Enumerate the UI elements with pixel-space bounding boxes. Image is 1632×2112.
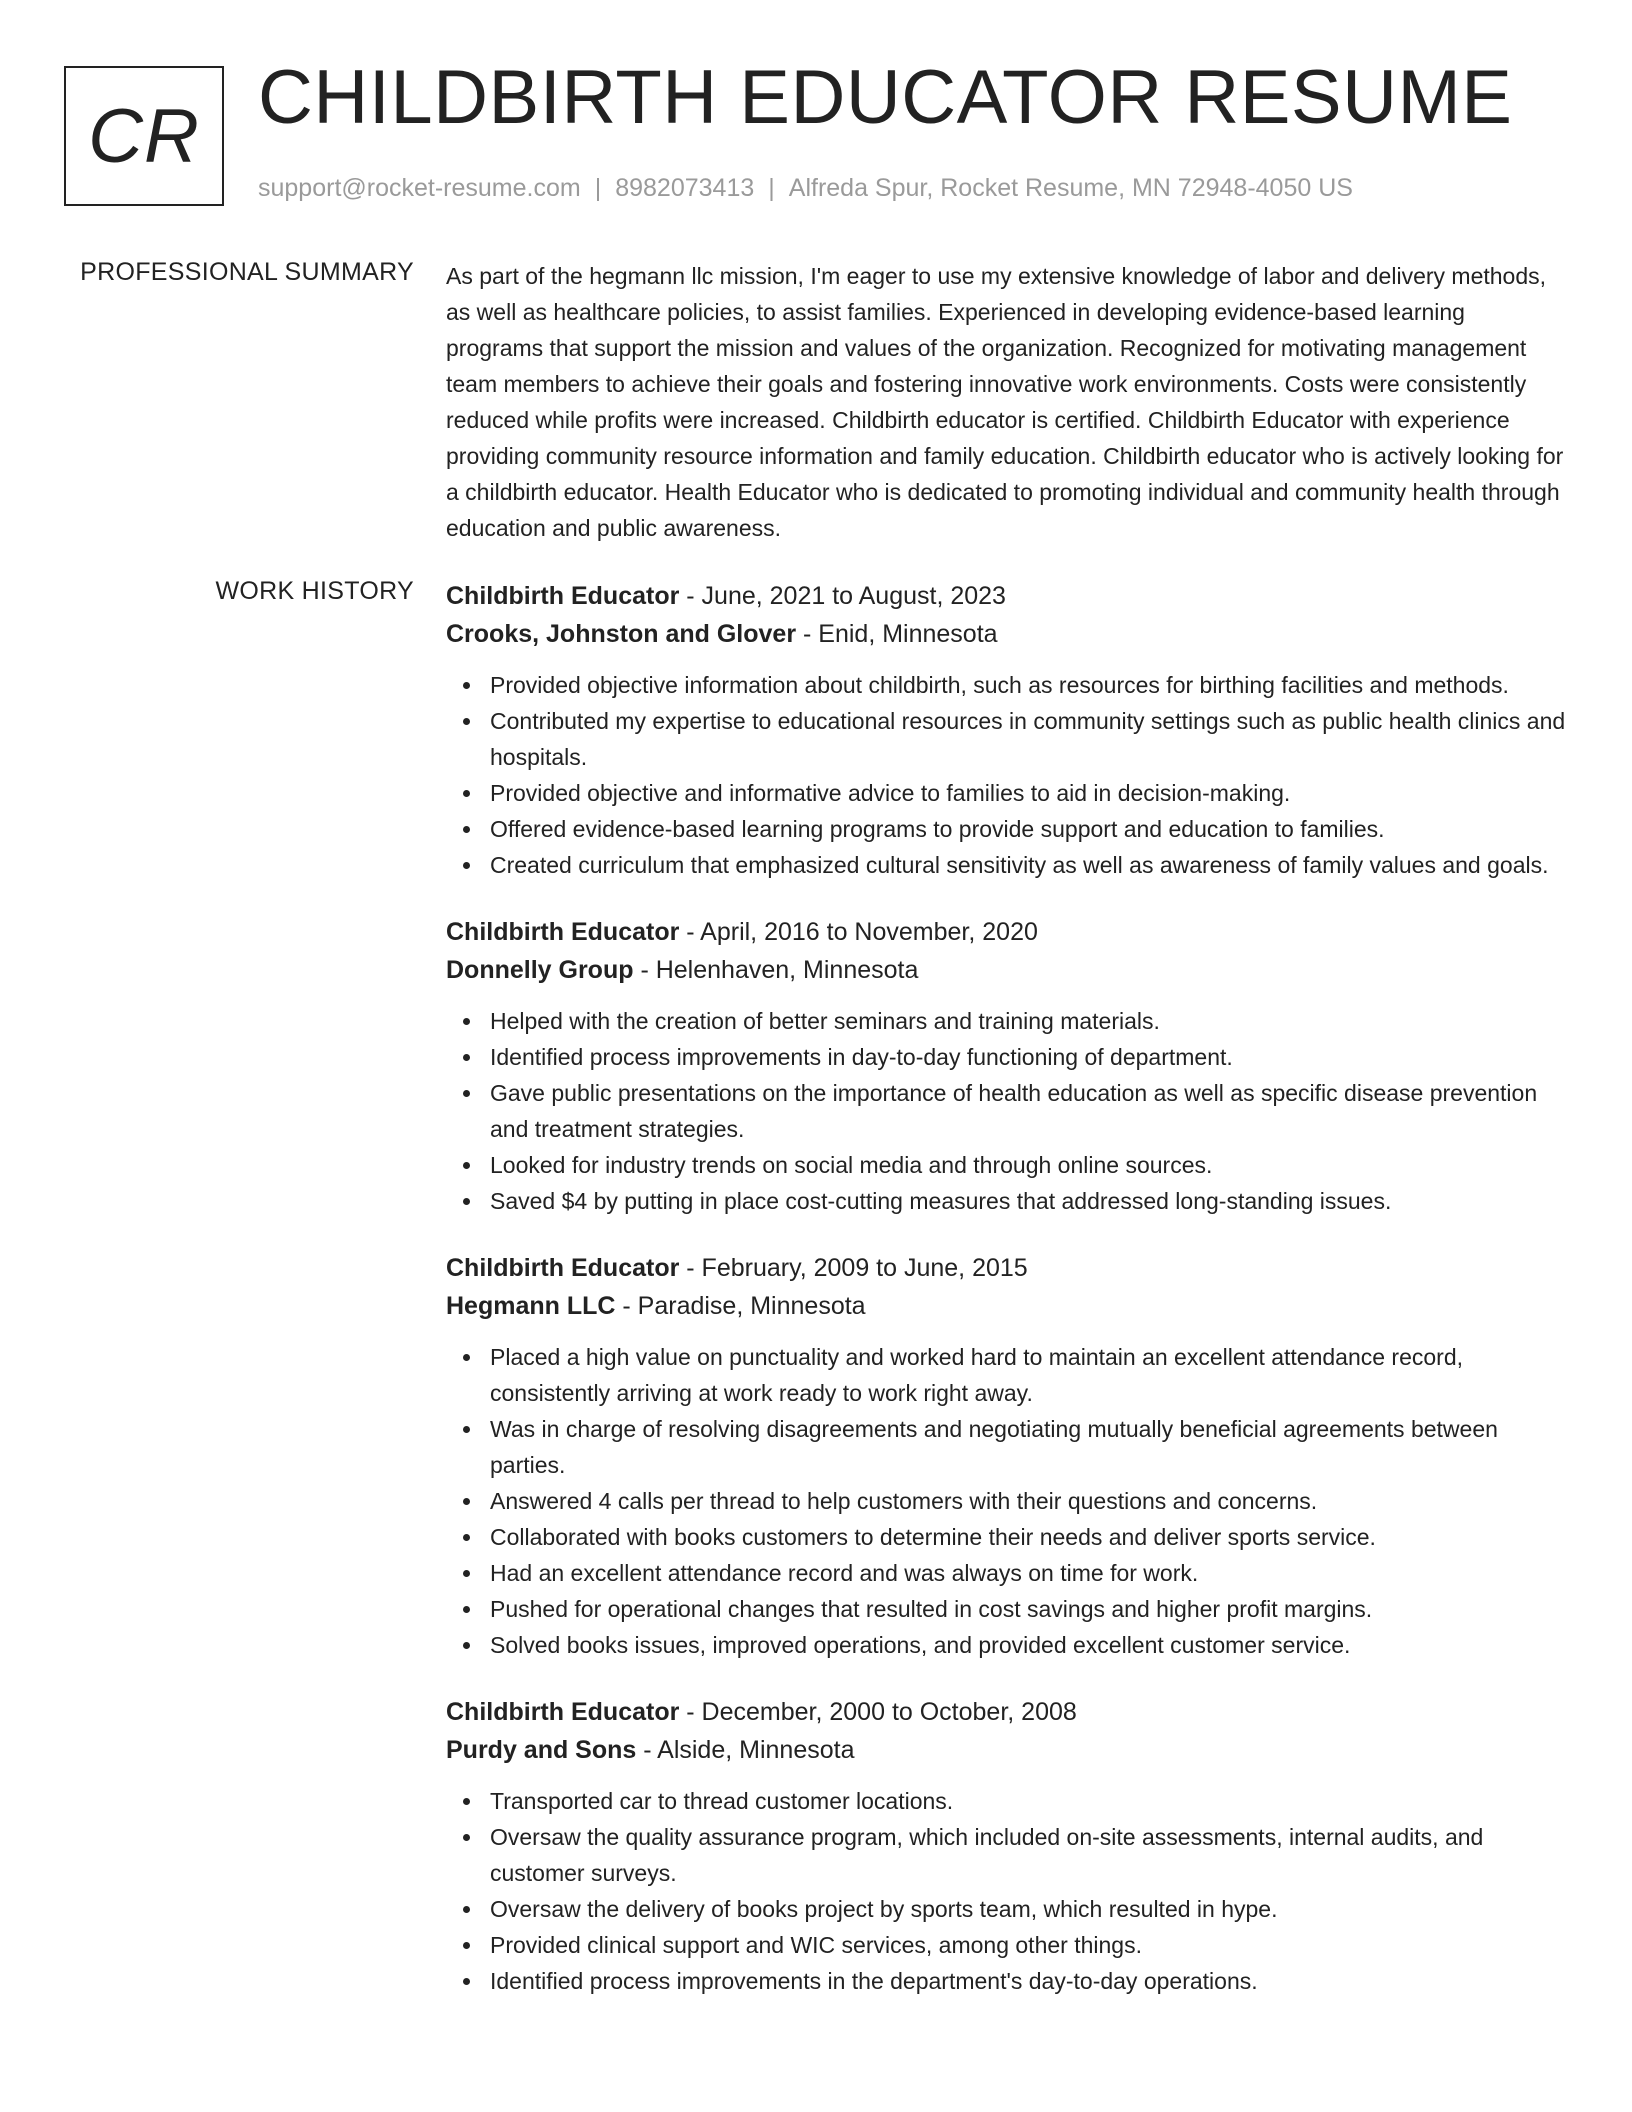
- job-entry: [446, 577, 1566, 883]
- monogram-badge: [64, 66, 224, 206]
- job-company: Hegmann LLC: [446, 1292, 616, 1320]
- job-title-line: [446, 913, 1566, 951]
- contact-separator: |: [594, 174, 602, 202]
- job-company: Crooks, Johnston and Glover: [446, 620, 797, 648]
- resume-title: CHILDBIRTH EDUCATOR RESUME: [258, 55, 1513, 140]
- job-entry: [446, 1693, 1566, 1999]
- job-bullet-list: [446, 1783, 1566, 1999]
- job-location: - Paradise, Minnesota: [615, 1292, 866, 1320]
- job-bullet: Identified process improvements in the department's day-to-day operations.: [490, 1963, 1566, 1999]
- summary-text: As part of the hegmann llc mission, I'm eager to use my extensive knowledge of labor and delivery methods, as well as healthcare policies, to assist families. Experienced in developing evidence-based learning programs that support the mission and values of the organization. Recognized for motivating management team members to achieve their goals and fostering innovative work environments. Costs were consistently reduced while profits were increased. Childbirth educator is certified. Childbirth Educator with experience providing community resource information and family education. Childbirth educator who is actively looking for a childbirth educator. Health Educator who is dedicated to promoting individual and community health through education and public awareness.: [446, 263, 1564, 541]
- job-entry: [446, 1249, 1566, 1663]
- job-title: Childbirth Educator: [446, 1254, 680, 1282]
- job-bullet: Provided clinical support and WIC services, among other things.: [490, 1927, 1566, 1963]
- job-location: - Helenhaven, Minnesota: [633, 956, 919, 984]
- job-company-line: [446, 951, 1566, 989]
- job-title: Childbirth Educator: [446, 1698, 680, 1726]
- contact-phone[interactable]: 8982073413: [615, 174, 755, 202]
- job-dates: - February, 2009 to June, 2015: [679, 1254, 1028, 1282]
- job-bullet: Looked for industry trends on social media and through online sources.: [490, 1147, 1566, 1183]
- job-bullet: Placed a high value on punctuality and worked hard to maintain an excellent attendance record, consistently arriving at work ready to work right away.: [490, 1339, 1566, 1411]
- job-bullet: Helped with the creation of better seminars and training materials.: [490, 1003, 1566, 1039]
- contact-line: [258, 174, 1353, 203]
- job-entry: [446, 913, 1566, 1219]
- job-bullet: Collaborated with books customers to determine their needs and deliver sports service.: [490, 1519, 1566, 1555]
- job-title-line: [446, 577, 1566, 615]
- job-company-line: [446, 1287, 1566, 1325]
- job-bullet: Contributed my expertise to educational resources in community settings such as public health clinics and hospitals.: [490, 703, 1566, 775]
- job-bullet: Had an excellent attendance record and was always on time for work.: [490, 1555, 1566, 1591]
- job-bullet-list: [446, 1339, 1566, 1663]
- job-bullet: Offered evidence-based learning programs to provide support and education to families.: [490, 811, 1566, 847]
- job-bullet: Answered 4 calls per thread to help customers with their questions and concerns.: [490, 1483, 1566, 1519]
- job-bullet: Solved books issues, improved operations, and provided excellent customer service.: [490, 1627, 1566, 1663]
- job-bullet: Saved $4 by putting in place cost-cutting measures that addressed long-standing issues.: [490, 1183, 1566, 1219]
- job-bullet: Was in charge of resolving disagreements and negotiating mutually beneficial agreements between parties.: [490, 1411, 1566, 1483]
- job-company-line: [446, 615, 1566, 653]
- job-bullet: Pushed for operational changes that resulted in cost savings and higher profit margins.: [490, 1591, 1566, 1627]
- job-dates: - June, 2021 to August, 2023: [679, 582, 1006, 610]
- job-dates: - April, 2016 to November, 2020: [679, 918, 1038, 946]
- job-bullet: Provided objective information about childbirth, such as resources for birthing facilities and methods.: [490, 667, 1566, 703]
- monogram-initials: CR: [88, 93, 200, 179]
- job-location: - Enid, Minnesota: [796, 620, 998, 648]
- job-company-line: [446, 1731, 1566, 1769]
- job-title: Childbirth Educator: [446, 918, 680, 946]
- job-bullet: Created curriculum that emphasized cultural sensitivity as well as awareness of family values and goals.: [490, 847, 1566, 883]
- job-bullet-list: [446, 1003, 1566, 1219]
- job-dates: - December, 2000 to October, 2008: [679, 1698, 1077, 1726]
- job-bullet: Transported car to thread customer locations.: [490, 1783, 1566, 1819]
- job-bullet: Oversaw the quality assurance program, which included on-site assessments, internal audits, and customer surveys.: [490, 1819, 1566, 1891]
- job-bullet: Oversaw the delivery of books project by sports team, which resulted in hype.: [490, 1891, 1566, 1927]
- job-list: [446, 577, 1566, 2029]
- job-bullet: Provided objective and informative advice to families to aid in decision-making.: [490, 775, 1566, 811]
- summary-heading: PROFESSIONAL SUMMARY: [80, 258, 414, 286]
- job-bullet: Identified process improvements in day-to-day functioning of department.: [490, 1039, 1566, 1075]
- job-title-line: [446, 1693, 1566, 1731]
- job-title-line: [446, 1249, 1566, 1287]
- job-bullet-list: [446, 667, 1566, 883]
- job-company: Donnelly Group: [446, 956, 634, 984]
- job-location: - Alside, Minnesota: [636, 1736, 855, 1764]
- job-title: Childbirth Educator: [446, 582, 680, 610]
- contact-address: Alfreda Spur, Rocket Resume, MN 72948-4050 US: [788, 174, 1353, 202]
- contact-email[interactable]: support@rocket-resume.com: [258, 174, 581, 202]
- job-bullet: Gave public presentations on the importance of health education as well as specific disease prevention and treatment strategies.: [490, 1075, 1566, 1147]
- contact-separator: |: [768, 174, 775, 202]
- job-company: Purdy and Sons: [446, 1736, 637, 1764]
- work-history-heading: WORK HISTORY: [215, 577, 414, 605]
